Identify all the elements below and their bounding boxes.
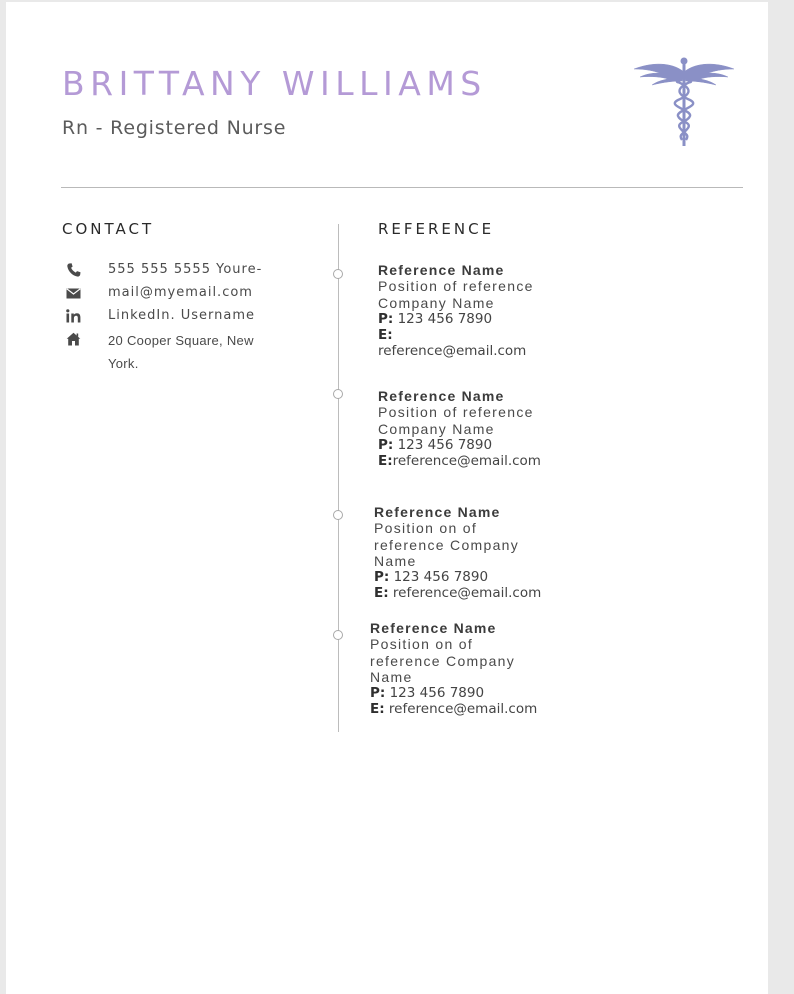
- linkedin-icon: [62, 306, 108, 326]
- reference-name: Reference Name: [378, 388, 505, 404]
- contact-text: 20 Cooper Square, New York.: [108, 333, 254, 371]
- reference-email: [370, 701, 540, 717]
- reference-position: Position on of reference Company Name: [374, 520, 520, 569]
- header-divider: [61, 187, 743, 188]
- timeline-dot: [333, 389, 343, 399]
- contact-heading: CONTACT: [62, 220, 155, 238]
- reference-name: Reference Name: [374, 504, 501, 520]
- candidate-title: Rn - Registered Nurse: [62, 117, 287, 139]
- reference-position: Position of reference Company Name: [378, 278, 534, 311]
- reference-heading: REFERENCE: [378, 220, 495, 238]
- reference-entry: [378, 262, 548, 360]
- reference-entry: [378, 388, 548, 469]
- timeline-dot: [333, 630, 343, 640]
- resume-page: [6, 2, 768, 994]
- email-label: E:: [370, 701, 385, 718]
- email-label: E:: [374, 585, 389, 602]
- contact-email: [62, 283, 302, 306]
- timeline-dot: [333, 269, 343, 279]
- email-value[interactable]: reference@email.com: [388, 585, 542, 602]
- phone-value: 123 456 7890: [393, 436, 493, 453]
- reference-timeline: [338, 224, 339, 732]
- contact-text[interactable]: LinkedIn. Username: [108, 308, 256, 323]
- caduceus-icon: [632, 52, 736, 148]
- email-value[interactable]: reference@email.com: [378, 343, 527, 360]
- phone-value: 123 456 7890: [393, 310, 493, 327]
- reference-phone: [378, 437, 548, 453]
- reference-phone: [374, 569, 544, 585]
- home-icon: [62, 329, 108, 349]
- contact-phone: [62, 260, 302, 283]
- phone-label: P:: [370, 685, 386, 702]
- reference-name: Reference Name: [370, 620, 497, 636]
- reference-phone: [378, 311, 548, 327]
- contact-text[interactable]: mail@myemail.com: [108, 285, 253, 300]
- reference-entry: [374, 504, 544, 602]
- email-value[interactable]: reference@email.com: [384, 701, 538, 718]
- contact-linkedin: [62, 306, 302, 329]
- reference-name: Reference Name: [378, 262, 505, 278]
- contact-list: [62, 260, 302, 375]
- phone-value: 123 456 7890: [389, 569, 489, 586]
- reference-entry: [370, 620, 540, 718]
- phone-value: 123 456 7890: [385, 685, 485, 702]
- email-label: E:: [378, 327, 393, 344]
- phone-label: P:: [378, 310, 394, 327]
- contact-address: [62, 329, 302, 375]
- email-label: E:: [378, 453, 393, 470]
- email-value[interactable]: reference@email.com: [392, 453, 541, 470]
- reference-email: [378, 453, 548, 469]
- reference-phone: [370, 685, 540, 701]
- envelope-icon: [62, 283, 108, 303]
- reference-email: [374, 585, 544, 601]
- reference-email: [378, 327, 548, 360]
- candidate-name: BRITTANY WILLIAMS: [62, 64, 487, 103]
- timeline-dot: [333, 510, 343, 520]
- reference-position: Position of reference Company Name: [378, 404, 534, 437]
- phone-icon: [62, 260, 108, 280]
- phone-label: P:: [374, 569, 390, 586]
- contact-text: 555 555 5555 Youre-: [108, 262, 263, 277]
- phone-label: P:: [378, 436, 394, 453]
- reference-position: Position on of reference Company Name: [370, 636, 516, 685]
